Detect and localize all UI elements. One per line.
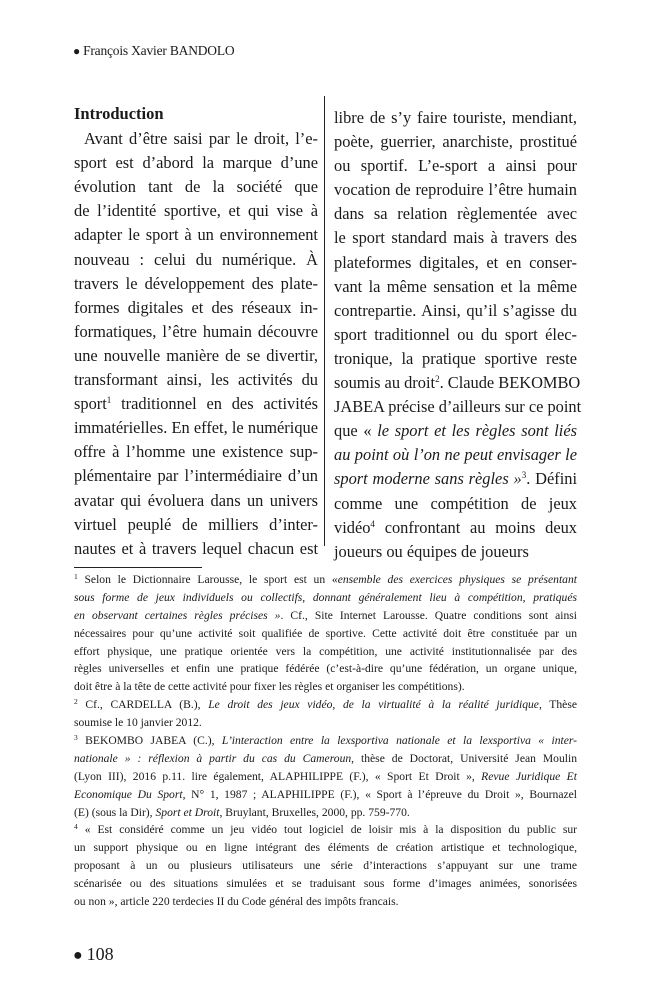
body-line: plateformes digitales, et en conser-: [334, 252, 577, 272]
body-line: le sport standard mais à travers des: [334, 228, 577, 248]
section-heading: Introduction: [74, 104, 164, 123]
body-line: vidéo$^4$ confrontant au moins deux: [334, 517, 577, 537]
footnote-1-line: en observant certaines règles précises ». Cf., Site Internet Larousse. Quatre conditions sont ainsi: [74, 608, 577, 622]
body-line: comme une compétition de jeux: [334, 493, 577, 513]
body-line: libre de s’y faire touriste, mendiant,: [334, 108, 577, 127]
body-line: joueurs ou équipes de joueurs: [334, 541, 529, 561]
right-column-body: [334, 106, 577, 371]
footnote-4-line: $^4$ « Est considéré comme un jeu vidéo tout logiciel de loisir mis à la disposition du public sur: [74, 822, 577, 837]
footnote-1-line: sous forme de jeux individuels ou collectifs, donnant généralement lieu à compétition, pratiqués: [74, 590, 577, 604]
body-line: nouveau : celui du numérique. À: [74, 249, 318, 269]
body-line: contrepartie. Ainsi, qu’il s’agisse du: [334, 300, 577, 320]
footnote-1-line: doit être à la tête de cette activité pour fixer les règles et organiser les compétitions).: [74, 680, 465, 694]
footnotes: [74, 571, 577, 911]
footnote-rule: [74, 567, 202, 568]
left-column-body: [74, 127, 318, 561]
body-line: formatiques, l’être humain découvre: [74, 321, 318, 341]
footnote-4-line: ou non », article 220 terdecies II du Code général des impôts francais.: [74, 895, 399, 909]
body-line: ou sportif. L’e-sport a ainsi pour: [334, 156, 577, 176]
body-line: poète, guerrier, anarchiste, prostitué: [334, 132, 577, 152]
body-line: plémentaire par l’intermédiaire d’un: [74, 466, 318, 486]
body-line: JABEA précise d’ailleurs sur ce point: [334, 397, 582, 417]
body-line: nautes et à travers lequel chacun est: [74, 538, 318, 558]
body-line: de l’identité sportive, et qui vise à: [74, 201, 318, 221]
footnote-1-line: nécessaires pour qu’une activité soit qualifiée de sportive. Cette activité doit être constituée par un: [74, 626, 577, 640]
body-line: que « le sport et les règles sont liés: [334, 421, 577, 441]
right-column: [334, 106, 582, 564]
footnote-ref[interactable]: 4: [370, 518, 375, 529]
page-number: ● 108: [73, 944, 114, 964]
body-line: sport moderne sans règles »$^3$. Défini: [334, 469, 578, 489]
body-line: dans sa relation règlementée avec: [334, 204, 577, 224]
footnote-4-line: scénarisée ou des situations simulées et se traduisant sous forme d’images animées, sonorisées: [74, 877, 577, 891]
footnote-4-line: un support physique ou en ligne intégrant des éléments de création artistique et technologique,: [74, 841, 577, 855]
footnote-ref[interactable]: 1: [106, 395, 112, 406]
footnote-3-line: nationale » : réflexion à partir du cas du Cameroun, thèse de Doctorat, Université Jean Moulin: [74, 751, 577, 765]
footnote-2-line: $^2$ Cf., CARDELLA (B.), Le droit des jeux vidéo, de la virtualité à la réalité juridique, Thèse: [74, 697, 577, 712]
body-line: avatar qui évoluera dans un univers: [74, 490, 318, 510]
body-line: sport traditionnel ou du sport élec-: [334, 324, 577, 344]
body-line: soumis au droit$^2$. Claude BEKOMBO: [334, 373, 581, 393]
footnote-1-line: $^1$ Selon le Dictionnaire Larousse, le sport est un «ensemble des exercices physiques se présentant: [74, 572, 577, 586]
body-line: une nouvelle manière de se divertir,: [74, 345, 318, 365]
bullet-icon: ●: [73, 44, 81, 58]
footnote-1-line: règles universelles et enfin une pratique fédérée (c’est-à-dire qu’une fédération, un organe unique,: [74, 662, 577, 676]
footnote-3-line: (Lyon III), 2016 p.11. lire également, ALAPHILIPPE (F.), « Sport Et Droit », Revue Juridique Et: [74, 769, 577, 783]
footnote-ref[interactable]: 2: [435, 374, 440, 385]
footnote-3-line: (E) (sous la Dir), Sport et Droit, Bruylant, Bruxelles, 2000, pp. 759-770.: [74, 805, 410, 819]
footnote-2-line: soumise le 10 janvier 2012.: [74, 716, 202, 730]
body-line: virtuel peuplé de milliers d’inter-: [74, 514, 318, 534]
body-line: adapter le sport à un environnement: [74, 225, 318, 245]
left-column: [74, 102, 318, 561]
footnote-1-line: effort physique, une pratique orientée vers la compétition, une activité institutionnalisée par des: [74, 644, 577, 658]
body-line: sport$^1$ traditionnel en des activités: [74, 394, 318, 414]
footnote-ref[interactable]: 3: [521, 470, 527, 481]
body-line: évolution tant de la société que: [74, 177, 318, 197]
running-head: [73, 43, 234, 59]
body-line: offre à l’homme une existence sup-: [74, 442, 318, 462]
running-head-author: François Xavier BANDOLO: [83, 43, 235, 58]
body-line: Avant d’être saisi par le droit, l’e-: [84, 129, 318, 149]
footnote-4-line: proposant à un ou plusieurs utilisateurs une série d’interactions s’appuyant sur une trame: [74, 859, 577, 873]
footnote-3-line: $^3$ BEKOMBO JABEA (C.), L’interaction entre la lexsportiva nationale et la lexsportiva « inter-: [74, 733, 577, 748]
body-line: au point où l’on ne peut envisager le: [334, 445, 577, 465]
body-line: vant la même sensation et la même: [334, 276, 577, 296]
body-line: sport est d’abord la marque d’une: [74, 153, 318, 173]
column-divider: [324, 96, 325, 546]
body-line: tronique, la pratique sportive reste: [334, 348, 577, 368]
bullet-icon: ●: [73, 947, 83, 964]
body-line: travers le développement des plate-: [74, 273, 318, 293]
footnote-3-line: Economique Du Sport, N° 1, 1987 ; ALAPHILIPPE (F.), « Sport à l’épreuve du Droit », Bournazel: [74, 787, 577, 801]
body-line: transformant ainsi, les activités du: [74, 370, 318, 390]
body-line: vocation de reproduire l’être humain: [334, 180, 577, 200]
body-line: immatérielles. En effet, le numérique: [74, 418, 318, 438]
body-line: formes digitales et des réseaux in-: [74, 297, 318, 317]
